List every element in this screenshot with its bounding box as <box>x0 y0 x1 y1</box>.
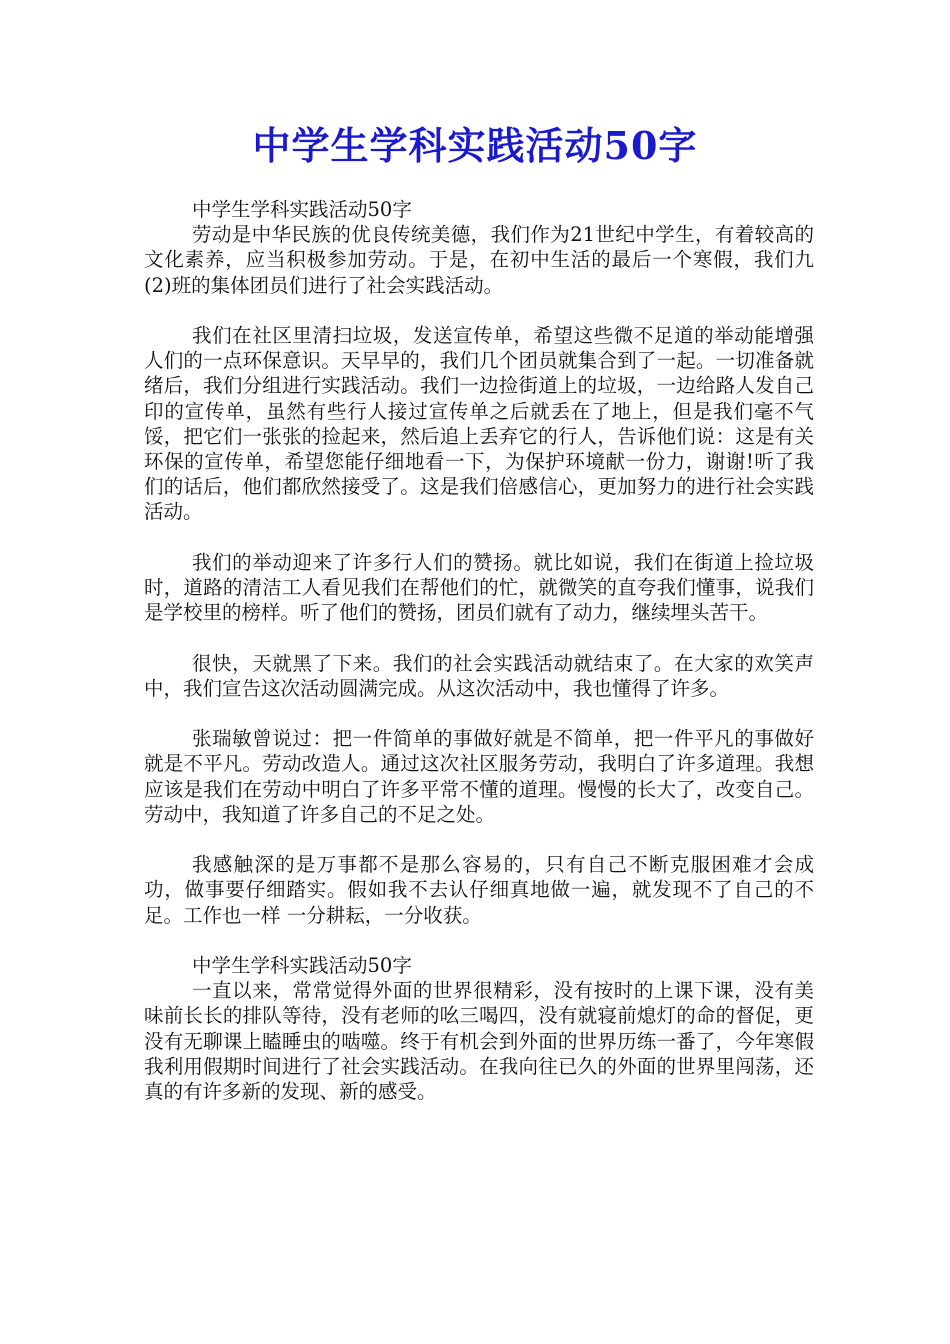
paragraph: 一直以来，常常觉得外面的世界很精彩，没有按时的上课下课，没有美味前长长的排队等待，没有老师的吆三喝四，没有就寝前熄灯的命的督促，更没有无聊课上瞌睡虫的啮噬。终于有机会到外面的世界历练一番了，今年寒假我利用假期时间进行了社会实践活动。在我向往已久的外面的世界里闯荡，还真的有许多新的发现、新的感受。 <box>144 979 814 1104</box>
paragraph: 我感触深的是万事都不是那么容易的，只有自己不断克服困难才会成功，做事要仔细踏实。假如我不去认仔细真地做一遍，就发现不了自己的不足。工作也一样 一分耕耘，一分收获。 <box>144 853 814 927</box>
document-title: 中学生学科实践活动50字 <box>252 123 698 168</box>
document-body <box>144 197 814 1104</box>
paragraph: 我们的举动迎来了许多行人们的赞扬。就比如说，我们在街道上捡垃圾时，道路的清洁工人看见我们在帮他们的忙，就微笑的直夸我们懂事，说我们是学校里的榜样。听了他们的赞扬，团员们就有了动力，继续埋头苦干。 <box>144 550 814 625</box>
paragraph: 劳动是中华民族的优良传统美德，我们作为21世纪中学生，有着较高的文化素养，应当积极参加劳动。于是，在初中生活的最后一个寒假，我们九(2)班的集体团员们进行了社会实践活动。 <box>144 223 814 297</box>
paragraph: 很快，天就黑了下来。我们的社会实践活动就结束了。在大家的欢笑声中，我们宣告这次活动圆满完成。从这次活动中，我也懂得了许多。 <box>144 651 814 700</box>
section-heading: 中学生学科实践活动50字 <box>192 198 412 221</box>
section-heading: 中学生学科实践活动50字 <box>192 954 412 977</box>
paragraph: 我们在社区里清扫垃圾，发送宣传单，希望这些微不足道的举动能增强人们的一点环保意识。天早早的，我们几个团员就集合到了一起。一切准备就绪后，我们分组进行实践活动。我们一边捡街道上的垃圾，一边给路人发自己印的宣传单，虽然有些行人接过宣传单之后就丢在了地上，但是我们毫不气馁，把它们一张张的捡起来，然后追上丢弃它的行人，告诉他们说：这是有关环保的宣传单，希望您能仔细地看一下，为保护环境献一份力，谢谢!听了我们的话后，他们都欣然接受了。这是我们倍感信心，更加努力的进行社会实践活动。 <box>144 324 814 524</box>
paragraph: 张瑞敏曾说过：把一件简单的事做好就是不简单，把一件平凡的事做好就是不平凡。劳动改造人。通过这次社区服务劳动，我明白了许多道理。我想应该是我们在劳动中明白了许多平常不懂的道理。慢慢的长大了，改变自己。劳动中，我知道了许多自己的不足之处。 <box>144 727 814 826</box>
